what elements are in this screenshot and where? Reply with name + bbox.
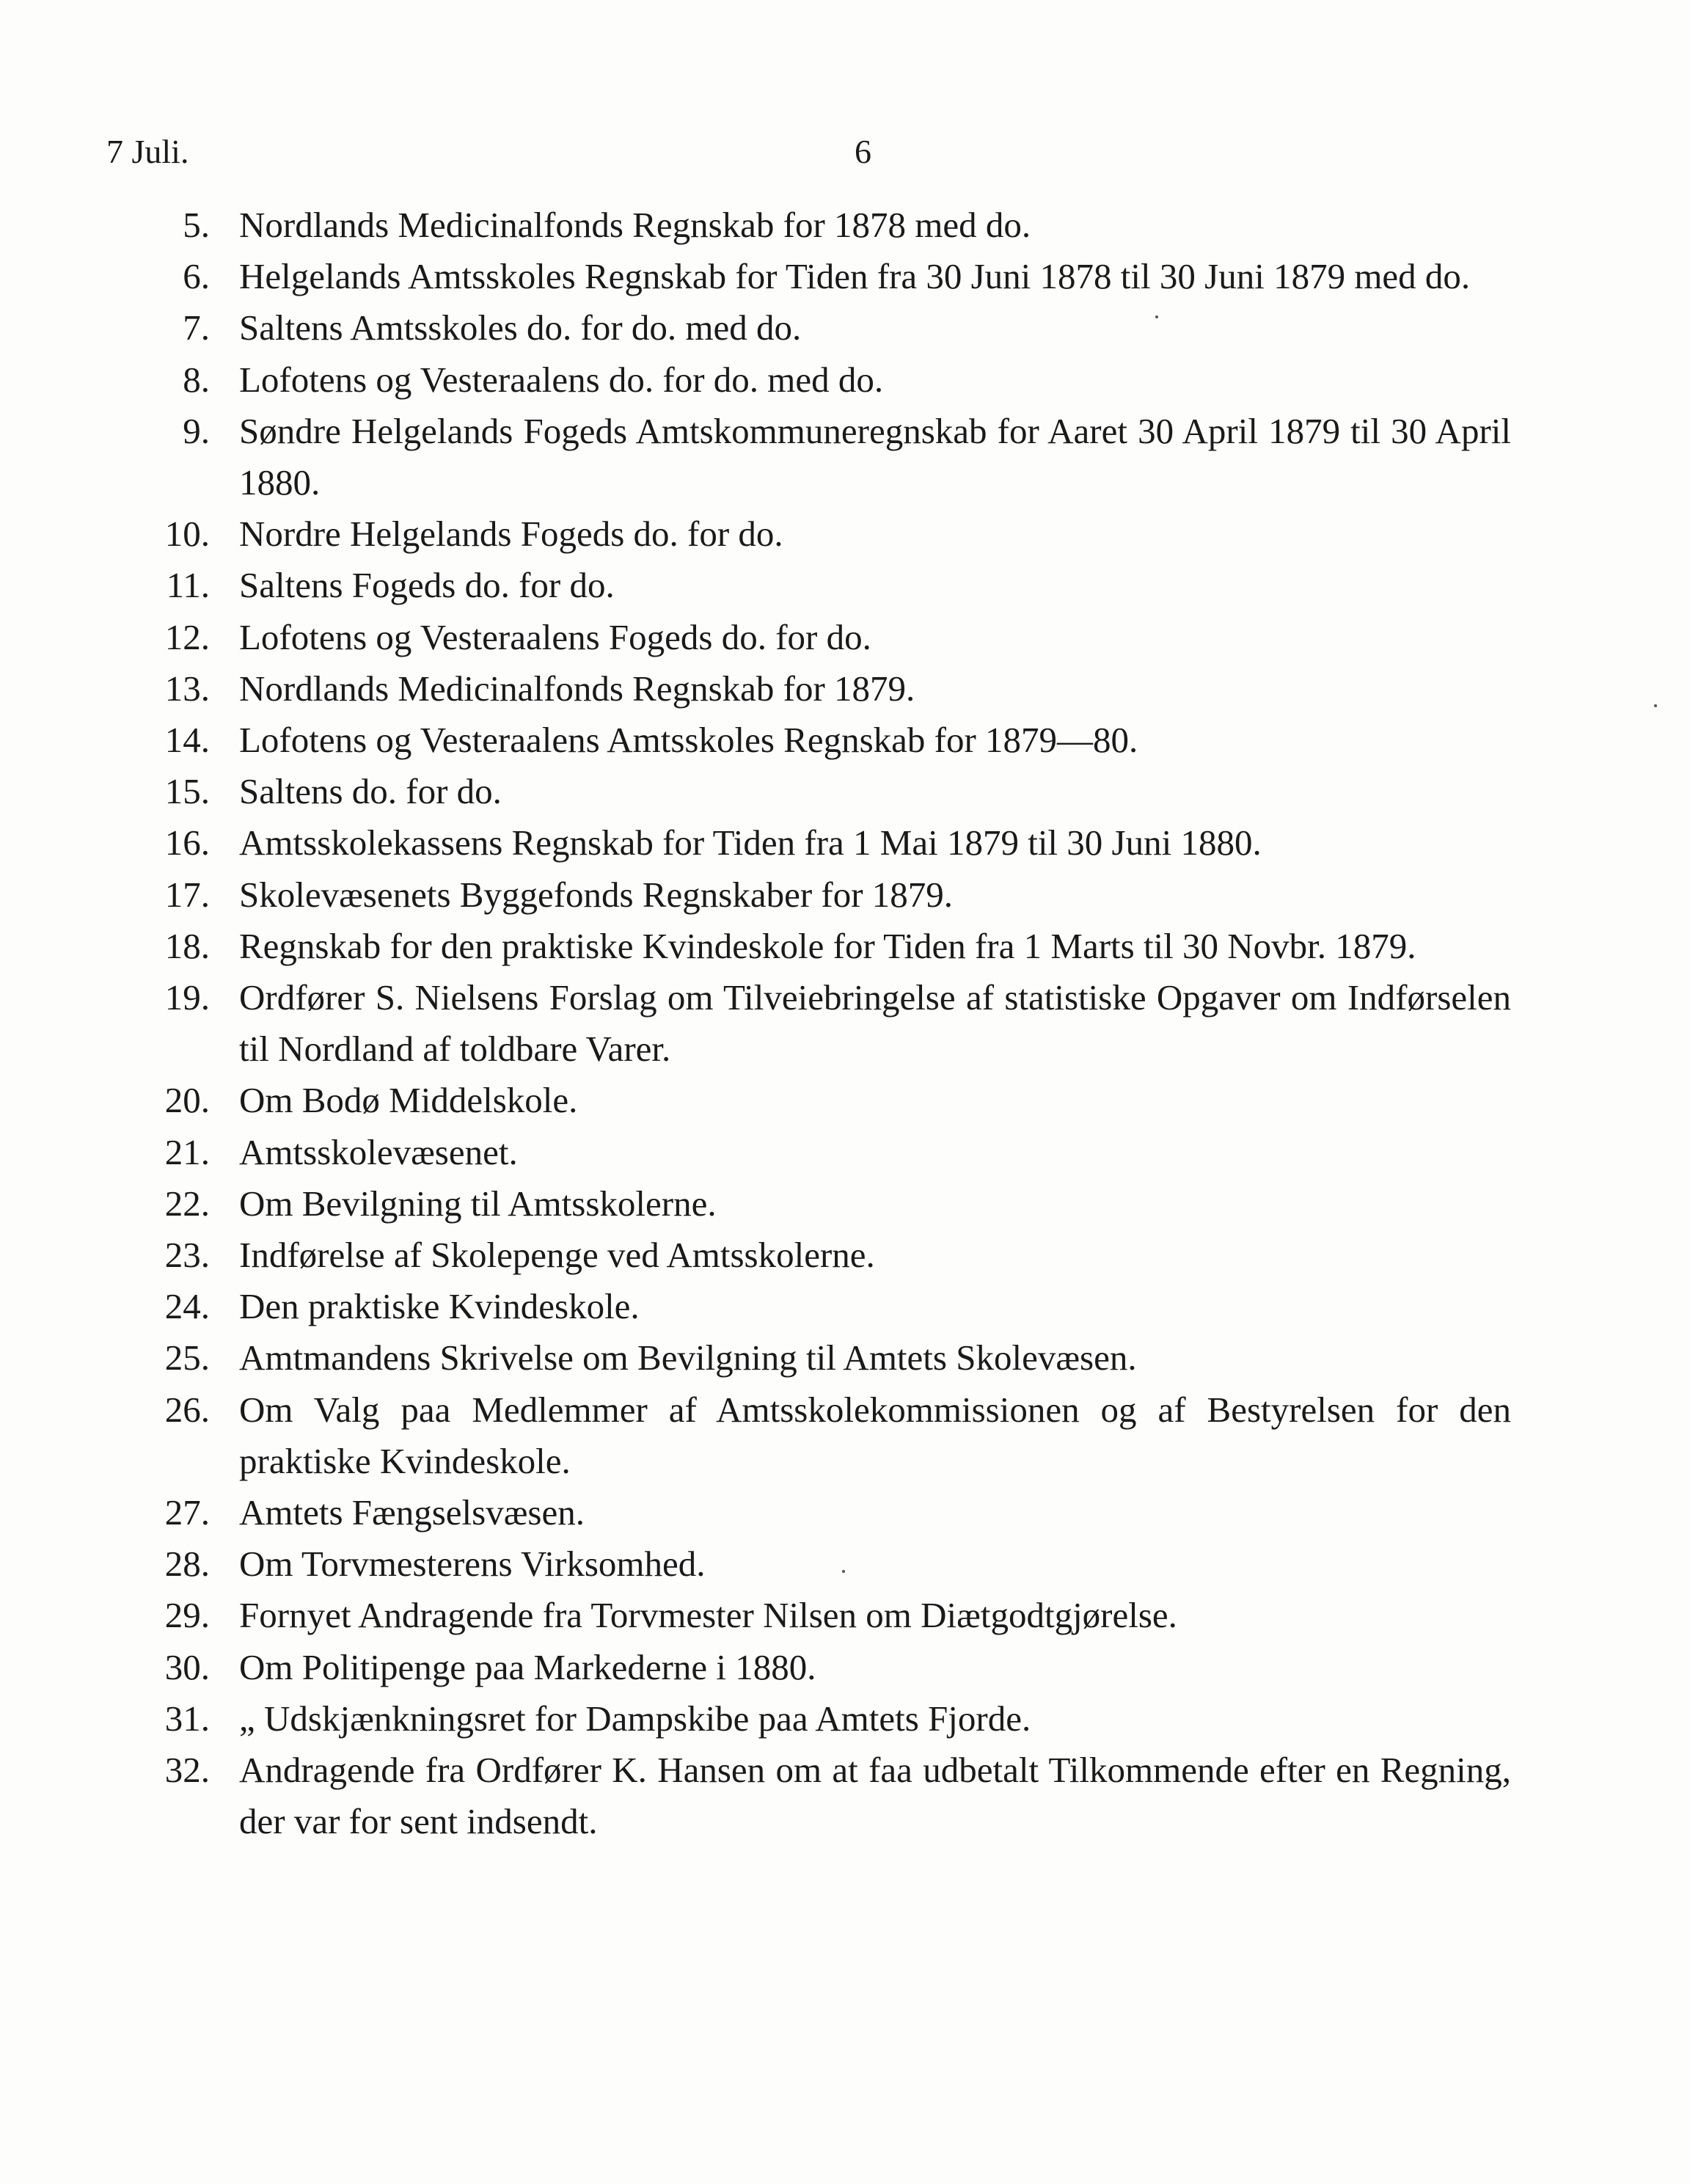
list-item	[147, 921, 1511, 972]
header-date: 7 Juli.	[106, 133, 189, 170]
list-item	[147, 1178, 1511, 1230]
item-number: 15.	[164, 771, 210, 812]
item-number: 32.	[164, 1750, 210, 1791]
item-number: 29.	[164, 1595, 210, 1636]
page-header	[106, 132, 1584, 176]
item-number: 11.	[166, 565, 210, 606]
list-item	[147, 817, 1511, 869]
item-text: Lofotens og Vesteraalens Amtsskoles Regnskab for 1879—80.	[239, 720, 1138, 761]
item-number: 22.	[164, 1183, 210, 1224]
item-number: 25.	[164, 1337, 210, 1378]
list-item	[147, 302, 1511, 354]
list-item	[147, 1230, 1511, 1281]
page-number: 6	[855, 133, 871, 170]
item-number: 8.	[183, 359, 210, 400]
item-text: Nordre Helgelands Fogeds do. for do.	[239, 514, 783, 555]
list-item	[147, 200, 1511, 251]
item-text: Andragende fra Ordfører K. Hansen om at faa udbetalt Tilkommende efter en Regning, der var for sent indsendt.	[239, 1750, 1511, 1842]
item-text: Saltens Fogeds do. for do.	[239, 565, 615, 606]
item-number: 6.	[183, 256, 210, 297]
list-item	[147, 715, 1511, 766]
item-number: 21.	[164, 1131, 210, 1172]
list-item	[147, 1642, 1511, 1693]
item-number: 26.	[164, 1389, 210, 1430]
list-item	[147, 1384, 1511, 1487]
print-speck	[1155, 315, 1158, 318]
item-text: Amtets Fængselsvæsen.	[239, 1492, 585, 1533]
list-item	[147, 1281, 1511, 1332]
list-item	[147, 1745, 1511, 1847]
item-number: 7.	[183, 307, 210, 348]
item-text: Regnskab for den praktiske Kvindeskole for Tiden fra 1 Marts til 30 Novbr. 1879.	[239, 925, 1416, 966]
item-number: 14.	[164, 720, 210, 761]
item-text: Om Bodø Middelskole.	[239, 1080, 578, 1121]
item-text: Saltens Amtsskoles do. for do. med do.	[239, 307, 802, 348]
item-text: Saltens do. for do.	[239, 771, 502, 812]
list-item	[147, 1590, 1511, 1641]
item-text: Lofotens og Vesteraalens Fogeds do. for do.	[239, 616, 871, 657]
item-number: 16.	[164, 822, 210, 863]
list-item	[147, 508, 1511, 560]
item-number: 19.	[164, 977, 210, 1018]
list-item	[147, 406, 1511, 508]
list-item	[147, 869, 1511, 921]
list-item	[147, 612, 1511, 663]
item-number: 18.	[164, 925, 210, 966]
item-text: Om Valg paa Medlemmer af Amtsskolekommissionen og af Bestyrelsen for den praktiske Kvindeskole.	[239, 1389, 1511, 1481]
print-speck	[1654, 704, 1657, 707]
item-number: 28.	[164, 1544, 210, 1585]
list-item	[147, 1127, 1511, 1178]
item-number: 27.	[164, 1492, 210, 1533]
item-number: 24.	[164, 1286, 210, 1327]
item-text: Søndre Helgelands Fogeds Amtskommuneregnskab for Aaret 30 April 1879 til 30 April 1880.	[239, 410, 1511, 503]
list-item	[147, 251, 1511, 302]
item-text: Om Politipenge paa Markederne i 1880.	[239, 1646, 816, 1687]
item-number: 30.	[164, 1646, 210, 1687]
item-text: Fornyet Andragende fra Torvmester Nilsen om Diætgodtgjørelse.	[239, 1595, 1177, 1636]
list-item	[147, 663, 1511, 715]
item-text: Ordfører S. Nielsens Forslag om Tilveiebringelse af statistiske Opgaver om Indførselen til Nordland af toldbare Varer.	[239, 977, 1511, 1070]
item-text: „ Udskjænkningsret for Dampskibe paa Amtets Fjorde.	[239, 1698, 1031, 1739]
item-text: Om Torvmesterens Virksomhed.	[239, 1544, 706, 1585]
item-number: 9.	[183, 410, 210, 451]
item-text: Indførelse af Skolepenge ved Amtsskolerne.	[239, 1235, 875, 1276]
list-item	[147, 1332, 1511, 1384]
item-text: Amtsskolevæsenet.	[239, 1131, 518, 1172]
item-number: 20.	[164, 1080, 210, 1121]
item-number: 23.	[164, 1235, 210, 1276]
print-speck	[842, 1570, 845, 1573]
item-text: Amtsskolekassens Regnskab for Tiden fra 1 Mai 1879 til 30 Juni 1880.	[239, 822, 1262, 863]
list-item	[147, 766, 1511, 817]
item-text: Amtmandens Skrivelse om Bevilgning til Amtets Skolevæsen.	[239, 1337, 1137, 1378]
agenda-list	[147, 200, 1511, 1848]
item-text: Om Bevilgning til Amtsskolerne.	[239, 1183, 717, 1224]
item-text: Lofotens og Vesteraalens do. for do. med do.	[239, 359, 884, 400]
item-number: 31.	[164, 1698, 210, 1739]
item-text: Helgelands Amtsskoles Regnskab for Tiden fra 30 Juni 1878 til 30 Juni 1879 med do.	[239, 256, 1471, 297]
list-item	[147, 972, 1511, 1075]
list-item	[147, 1075, 1511, 1126]
list-item	[147, 354, 1511, 406]
item-number: 12.	[164, 616, 210, 657]
item-text: Den praktiske Kvindeskole.	[239, 1286, 640, 1327]
list-item	[147, 1538, 1511, 1590]
item-text: Skolevæsenets Byggefonds Regnskaber for 1879.	[239, 874, 954, 915]
item-text: Nordlands Medicinalfonds Regnskab for 1878 med do.	[239, 205, 1031, 245]
list-item	[147, 1693, 1511, 1745]
list-item	[147, 560, 1511, 611]
item-number: 17.	[164, 874, 210, 915]
item-number: 10.	[164, 514, 210, 555]
item-text: Nordlands Medicinalfonds Regnskab for 1879.	[239, 668, 915, 709]
item-number: 5.	[183, 205, 210, 245]
list-item	[147, 1487, 1511, 1538]
item-number: 13.	[164, 668, 210, 709]
